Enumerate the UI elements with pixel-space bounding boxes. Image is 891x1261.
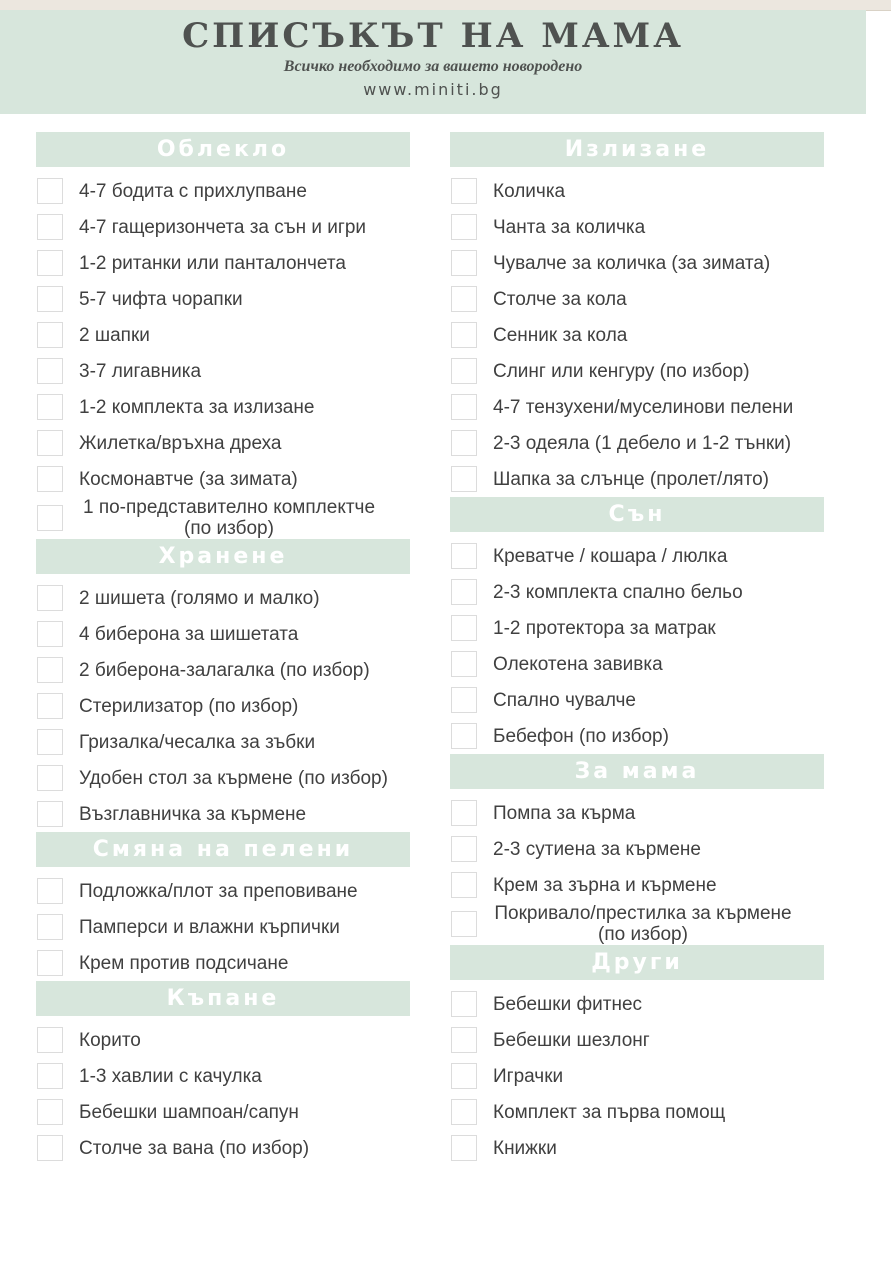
- checklist-item[interactable]: [36, 245, 410, 281]
- checkbox[interactable]: [451, 579, 477, 605]
- checklist-item-label: 2 шишета (голямо и малко): [79, 587, 320, 609]
- checkbox[interactable]: [451, 394, 477, 420]
- checklist-item-label: Бебешки фитнес: [493, 993, 643, 1015]
- section-heading: Сън: [450, 497, 824, 532]
- checkbox[interactable]: [37, 394, 63, 420]
- checklist-item[interactable]: [36, 909, 410, 945]
- checklist-item-label: Възглавничка за кърмене: [79, 803, 307, 825]
- checklist-item[interactable]: [450, 209, 824, 245]
- checkbox[interactable]: [451, 836, 477, 862]
- checklist-item-label: 1-2 протектора за матрак: [493, 617, 716, 639]
- checklist-item-label: 4 биберона за шишетата: [79, 623, 299, 645]
- checklist-item[interactable]: [450, 245, 824, 281]
- checklist-item[interactable]: [450, 682, 824, 718]
- checklist-item[interactable]: [450, 574, 824, 610]
- checkbox[interactable]: [37, 657, 63, 683]
- checklist-item[interactable]: [36, 461, 410, 497]
- checkbox[interactable]: [37, 466, 63, 492]
- checkbox[interactable]: [37, 950, 63, 976]
- checkbox[interactable]: [451, 286, 477, 312]
- checklist-item-label: 2 шапки: [79, 324, 150, 346]
- checkbox[interactable]: [451, 430, 477, 456]
- checklist-item[interactable]: [450, 1130, 824, 1166]
- checklist-item-label: Количка: [493, 180, 566, 202]
- checklist-item[interactable]: [450, 353, 824, 389]
- section-heading: За мама: [450, 754, 824, 789]
- checklist-item[interactable]: [36, 389, 410, 425]
- checkbox[interactable]: [451, 466, 477, 492]
- checklist-item[interactable]: [450, 986, 824, 1022]
- checkbox[interactable]: [451, 322, 477, 348]
- checklist-item-label: Креватче / кошара / люлка: [493, 545, 728, 567]
- checkbox[interactable]: [37, 322, 63, 348]
- checklist-item-label: Помпа за кърма: [493, 802, 636, 824]
- section-heading: Къпане: [36, 981, 410, 1016]
- page-subtitle: Всичко необходимо за вашето новородено: [283, 58, 583, 75]
- checklist-item[interactable]: [36, 616, 410, 652]
- checklist-item[interactable]: [36, 796, 410, 832]
- checklist-item-label: Книжки: [493, 1137, 557, 1159]
- checklist-item-label: Жилетка/връхна дреха: [79, 432, 282, 454]
- checklist-item[interactable]: [36, 945, 410, 981]
- checklist-item[interactable]: [450, 610, 824, 646]
- checklist-item[interactable]: [450, 831, 824, 867]
- checklist-item[interactable]: [450, 425, 824, 461]
- checklist-item[interactable]: [450, 317, 824, 353]
- checklist-item[interactable]: [36, 173, 410, 209]
- checklist-item-label: Олекотена завивка: [493, 653, 663, 675]
- checkbox[interactable]: [37, 914, 63, 940]
- checklist-item-label: 3-7 лигавника: [79, 360, 202, 382]
- checkbox[interactable]: [37, 693, 63, 719]
- section-heading: Смяна на пелени: [36, 832, 410, 867]
- checklist-item[interactable]: [450, 903, 824, 945]
- right-column: [450, 132, 824, 1166]
- checklist-item[interactable]: [36, 281, 410, 317]
- checkbox[interactable]: [451, 358, 477, 384]
- checklist-item[interactable]: [36, 353, 410, 389]
- checkbox[interactable]: [37, 178, 63, 204]
- checklist-item-label: Сенник за кола: [493, 324, 628, 346]
- checkbox[interactable]: [37, 729, 63, 755]
- checkbox[interactable]: [37, 1099, 63, 1125]
- checklist-item[interactable]: [450, 646, 824, 682]
- checkbox[interactable]: [37, 801, 63, 827]
- checklist-item[interactable]: [36, 1022, 410, 1058]
- checklist-item[interactable]: [36, 1130, 410, 1166]
- checkbox[interactable]: [451, 723, 477, 749]
- checklist-item-label: Крем против подсичане: [79, 952, 289, 974]
- checklist-item[interactable]: [36, 317, 410, 353]
- checklist-item-label: Чувалче за количка (за зимата): [493, 252, 771, 274]
- checkbox[interactable]: [37, 430, 63, 456]
- checkbox[interactable]: [37, 1063, 63, 1089]
- checklist-item[interactable]: [450, 538, 824, 574]
- checkbox[interactable]: [37, 585, 63, 611]
- checklist-item-label: Памперси и влажни кърпички: [79, 916, 340, 938]
- checklist-item[interactable]: [36, 580, 410, 616]
- checklist-item[interactable]: [450, 281, 824, 317]
- checklist-item-label: Космонавтче (за зимата): [79, 468, 298, 490]
- checklist-item-label: 1-2 комплекта за излизане: [79, 396, 315, 418]
- checklist-item[interactable]: [450, 461, 824, 497]
- page-title: СПИСЪКЪТ НА МАМА: [182, 16, 684, 56]
- checkbox[interactable]: [451, 1099, 477, 1125]
- checkbox[interactable]: [451, 543, 477, 569]
- checklist-item[interactable]: [450, 1022, 824, 1058]
- checklist-item-label: Корито: [79, 1029, 141, 1051]
- section-heading: Хранене: [36, 539, 410, 574]
- checklist-item[interactable]: [450, 389, 824, 425]
- checkbox[interactable]: [451, 872, 477, 898]
- checklist-item-label: Крем за зърна и кърмене: [493, 874, 717, 896]
- checklist-item-label: Удобен стол за кърмене (по избор): [79, 767, 388, 789]
- checklist-item[interactable]: [36, 760, 410, 796]
- checklist-item[interactable]: [450, 718, 824, 754]
- checkbox[interactable]: [451, 178, 477, 204]
- checkbox[interactable]: [451, 687, 477, 713]
- checklist-item-label: Бебешки шезлонг: [493, 1029, 650, 1051]
- checkbox[interactable]: [37, 214, 63, 240]
- checklist-item[interactable]: [450, 1058, 824, 1094]
- checklist-item-label: Комплект за първа помощ: [493, 1101, 726, 1123]
- checklist-item-label: 2-3 сутиена за кърмене: [493, 838, 701, 860]
- checklist-item[interactable]: [36, 209, 410, 245]
- header-banner: [0, 10, 866, 114]
- checklist-item-label: Покривало/престилка за кърмене (по избор): [494, 903, 792, 945]
- checklist-item-label: 5-7 чифта чорапки: [79, 288, 243, 310]
- section-heading: Излизане: [450, 132, 824, 167]
- checklist-item-label: Гризалка/чесалка за зъбки: [79, 731, 316, 753]
- checklist-item-label: 1 по-представително комплектче (по избор): [82, 497, 376, 539]
- checkbox[interactable]: [37, 1135, 63, 1161]
- checkbox[interactable]: [37, 765, 63, 791]
- checklist-item-label: 4-7 тензухени/муселинови пелени: [493, 396, 794, 418]
- checkbox[interactable]: [451, 651, 477, 677]
- checkbox[interactable]: [451, 911, 477, 937]
- checkbox[interactable]: [37, 621, 63, 647]
- checkbox[interactable]: [451, 615, 477, 641]
- checklist-item-label: Слинг или кенгуру (по избор): [493, 360, 750, 382]
- checklist-item[interactable]: [36, 1058, 410, 1094]
- section-heading: Облекло: [36, 132, 410, 167]
- checklist-item-label: Играчки: [493, 1065, 564, 1087]
- checklist-item[interactable]: [36, 652, 410, 688]
- checkbox[interactable]: [37, 878, 63, 904]
- section-heading: Други: [450, 945, 824, 980]
- checklist-item-label: 2-3 комплекта спално бельо: [493, 581, 743, 603]
- website-address: www.miniti.bg: [363, 80, 503, 99]
- checkbox[interactable]: [37, 250, 63, 276]
- checklist-item[interactable]: [36, 1094, 410, 1130]
- checkbox[interactable]: [451, 250, 477, 276]
- left-column: [36, 132, 410, 1166]
- checklist-item-label: Чанта за количка: [493, 216, 646, 238]
- checklist-item[interactable]: [36, 497, 410, 539]
- checklist-item[interactable]: [36, 425, 410, 461]
- checklist-item-label: Спално чувалче: [493, 689, 636, 711]
- checklist-item-label: 4-7 бодита с прихлупване: [79, 180, 307, 202]
- checkbox[interactable]: [451, 1027, 477, 1053]
- checklist-item-label: Стерилизатор (по избор): [79, 695, 299, 717]
- checklist-item-label: 4-7 гащеризончета за сън и игри: [79, 216, 367, 238]
- checklist-item-label: Подложка/плот за преповиване: [79, 880, 358, 902]
- checkbox[interactable]: [37, 505, 63, 531]
- checklist-item-label: Бебефон (по избор): [493, 725, 669, 747]
- checkbox[interactable]: [451, 991, 477, 1017]
- checklist-item[interactable]: [450, 1094, 824, 1130]
- checkbox[interactable]: [451, 1135, 477, 1161]
- checklist-item-label: Бебешки шампоан/сапун: [79, 1101, 299, 1123]
- checklist-item[interactable]: [36, 724, 410, 760]
- checklist-item[interactable]: [450, 173, 824, 209]
- checklist-item-label: Столче за кола: [493, 288, 627, 310]
- checkbox[interactable]: [451, 800, 477, 826]
- checklist-item-label: Столче за вана (по избор): [79, 1137, 310, 1159]
- checklist-item[interactable]: [36, 688, 410, 724]
- checklist-item-label: 1-2 ританки или панталончета: [79, 252, 346, 274]
- checkbox[interactable]: [37, 1027, 63, 1053]
- checklist-item[interactable]: [36, 873, 410, 909]
- checkbox[interactable]: [451, 1063, 477, 1089]
- checklist-item-label: 2-3 одеяла (1 дебело и 1-2 тънки): [493, 432, 792, 454]
- checkbox[interactable]: [451, 214, 477, 240]
- checklist-item-label: 1-3 хавлии с качулка: [79, 1065, 262, 1087]
- checkbox[interactable]: [37, 286, 63, 312]
- checklist-item-label: 2 биберона-залагалка (по избор): [79, 659, 370, 681]
- checklist-item[interactable]: [450, 795, 824, 831]
- checkbox[interactable]: [37, 358, 63, 384]
- checklist-item-label: Шапка за слънце (пролет/лято): [493, 468, 769, 490]
- checklist-item[interactable]: [450, 867, 824, 903]
